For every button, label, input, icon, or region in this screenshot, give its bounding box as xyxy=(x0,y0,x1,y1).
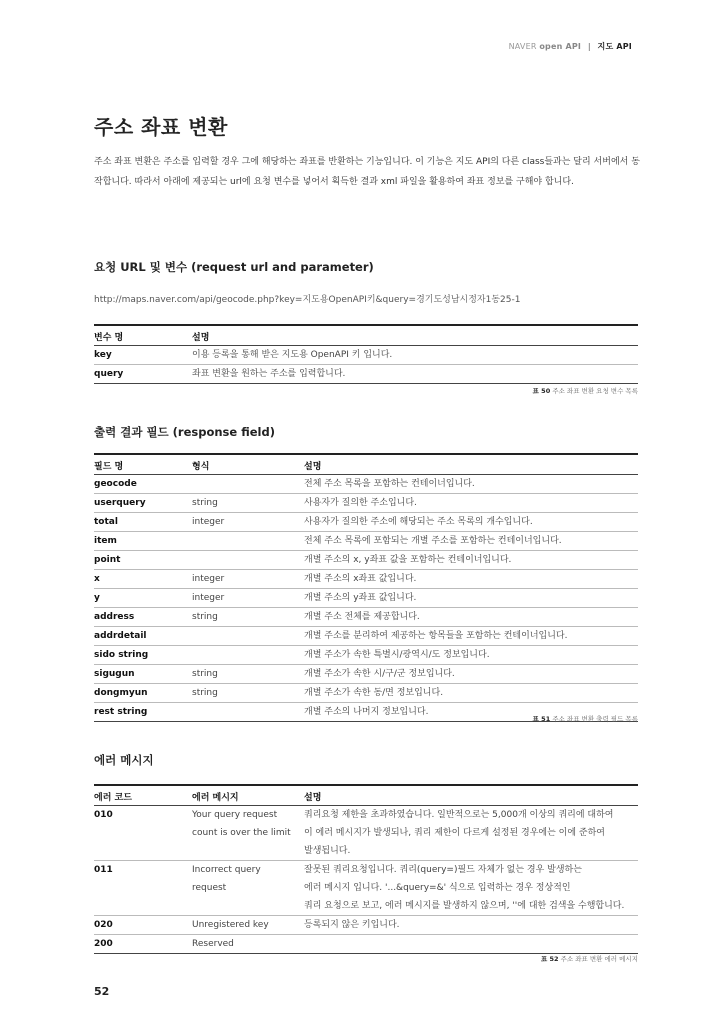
param-name: query xyxy=(94,364,192,383)
field-type xyxy=(192,702,304,721)
table-caption xyxy=(533,386,638,395)
column-header: 에러 메시지 xyxy=(192,785,304,805)
table-row xyxy=(94,493,638,512)
field-type xyxy=(192,474,304,493)
brand-name: NAVER xyxy=(508,42,537,51)
error-message-line: request xyxy=(192,882,227,893)
field-desc: 사용자가 질의한 주소에 해당되는 주소 목록의 개수입니다. xyxy=(304,512,638,531)
field-name: sido string xyxy=(94,645,192,664)
error-desc-line: 에러 메시지 입니다. '...&query=&' 식으로 입력하는 경우 정상적인 xyxy=(304,882,571,893)
param-name: key xyxy=(94,345,192,364)
caption-text: 주소 좌표 변환 출력 필드 목록 xyxy=(552,715,638,723)
table-row xyxy=(94,645,638,664)
response-section-title: 출력 결과 필드 (response field) xyxy=(94,425,275,439)
table-row xyxy=(94,550,638,569)
error-message-line: Incorrect query xyxy=(192,864,261,875)
error-desc-line: 발생됩니다. xyxy=(304,845,351,856)
field-name: geocode xyxy=(94,474,192,493)
field-type: string xyxy=(192,664,304,683)
page-title: 주소 좌표 변환 xyxy=(94,115,228,139)
error-message-line: Your query request xyxy=(192,809,278,820)
field-desc: 개별 주소의 나머지 정보입니다. xyxy=(304,702,638,721)
column-header: 설명 xyxy=(192,325,638,345)
field-desc: 전체 주소 목록을 포함하는 컨테이너입니다. xyxy=(304,474,638,493)
table-header-row xyxy=(94,785,638,805)
table-caption xyxy=(533,714,638,723)
column-header: 변수 명 xyxy=(94,325,192,345)
table-row xyxy=(94,915,638,934)
intro-paragraph: 주소 좌표 변환은 주소를 입력할 경우 그에 해당하는 좌표를 반환하는 기능입니다. 이 기능은 지도 API의 다른 class들과는 달리 서버에서 동작합니다. 따라서 아래에 제공되는 url에 요청 변수를 넣어서 획득한 결과 xml 파일을 활용하여 좌표 정보를 구해야 합니다. xyxy=(94,157,640,187)
error-message xyxy=(192,860,304,915)
error-code: 020 xyxy=(94,915,192,934)
field-name: point xyxy=(94,550,192,569)
error-desc-line: 쿼리 요청으로 보고, 에러 메시지를 발생하지 않으며, ''에 대한 검색을 수행합니다. xyxy=(304,900,625,911)
param-desc: 이용 등록을 통해 받은 지도용 OpenAPI 키 입니다. xyxy=(192,345,638,364)
error-message-line: count is over the limit xyxy=(192,827,291,838)
field-type: integer xyxy=(192,569,304,588)
table-row xyxy=(94,664,638,683)
caption-label: 표 50 xyxy=(532,387,551,395)
field-type xyxy=(192,550,304,569)
field-name: y xyxy=(94,588,192,607)
response-field-table xyxy=(94,453,638,722)
error-code: 200 xyxy=(94,934,192,953)
column-header: 형식 xyxy=(192,454,304,474)
column-header: 필드 명 xyxy=(94,454,192,474)
header-separator: | xyxy=(587,42,591,51)
table-row xyxy=(94,607,638,626)
table-row xyxy=(94,569,638,588)
field-desc: 개별 주소가 속한 특별시/광역시/도 정보입니다. xyxy=(304,645,638,664)
table-row xyxy=(94,626,638,645)
column-header: 설명 xyxy=(304,454,638,474)
field-desc: 개별 주소의 y좌표 값입니다. xyxy=(304,588,638,607)
error-code: 010 xyxy=(94,805,192,860)
column-header: 설명 xyxy=(304,785,638,805)
field-desc: 개별 주소를 분리하여 제공하는 항목들을 포함하는 컨테이너입니다. xyxy=(304,626,638,645)
field-type xyxy=(192,645,304,664)
field-type: string xyxy=(192,607,304,626)
caption-label: 표 51 xyxy=(532,715,551,723)
field-name: item xyxy=(94,531,192,550)
table-caption xyxy=(541,954,638,963)
product-name: open API xyxy=(539,42,582,51)
field-desc: 개별 주소의 x, y좌표 값을 포함하는 컨테이너입니다. xyxy=(304,550,638,569)
request-param-table xyxy=(94,324,638,384)
field-type: integer xyxy=(192,588,304,607)
running-header xyxy=(509,41,632,52)
table-header-row xyxy=(94,325,638,345)
field-type: integer xyxy=(192,512,304,531)
table-row xyxy=(94,512,638,531)
field-name: dongmyun xyxy=(94,683,192,702)
field-desc: 개별 주소가 속한 시/구/군 정보입니다. xyxy=(304,664,638,683)
table-row xyxy=(94,364,638,383)
field-desc: 개별 주소가 속한 동/면 정보입니다. xyxy=(304,683,638,702)
table-row xyxy=(94,860,638,915)
request-section-title: 요청 URL 및 변수 (request url and parameter) xyxy=(94,260,374,274)
error-message: Reserved xyxy=(192,934,304,953)
field-name: userquery xyxy=(94,493,192,512)
field-type: string xyxy=(192,493,304,512)
request-url: http://maps.naver.com/api/geocode.php?key=지도용OpenAPI키&query=경기도성남시정자1동25-1 xyxy=(94,295,521,305)
field-type: string xyxy=(192,683,304,702)
field-type xyxy=(192,531,304,550)
error-message: Unregistered key xyxy=(192,915,304,934)
field-desc: 개별 주소의 x좌표 값입니다. xyxy=(304,569,638,588)
caption-label: 표 52 xyxy=(540,955,559,963)
field-name: x xyxy=(94,569,192,588)
table-row xyxy=(94,683,638,702)
table-row xyxy=(94,474,638,493)
error-desc xyxy=(304,805,638,860)
error-code: 011 xyxy=(94,860,192,915)
error-desc-line: 쿼리요청 제한을 초과하였습니다. 일반적으로는 5,000개 이상의 쿼리에 대하여 xyxy=(304,809,614,820)
table-row xyxy=(94,805,638,860)
error-message-table xyxy=(94,784,638,954)
error-desc xyxy=(304,860,638,915)
field-name: rest string xyxy=(94,702,192,721)
table-header-row xyxy=(94,454,638,474)
field-desc: 개별 주소 전체를 제공합니다. xyxy=(304,607,638,626)
caption-text: 주소 좌표 변환 요청 변수 목록 xyxy=(552,387,638,395)
table-row xyxy=(94,345,638,364)
error-desc-line: 이 에러 메시지가 발생되나, 쿼리 제한이 다르게 설정된 경우에는 이에 준하여 xyxy=(304,827,605,838)
field-desc: 사용자가 질의한 주소입니다. xyxy=(304,493,638,512)
caption-text: 주소 좌표 변환 에러 메시지 xyxy=(560,955,638,963)
field-name: sigugun xyxy=(94,664,192,683)
table-row xyxy=(94,934,638,953)
error-desc-line: 잘못된 쿼리요청입니다. 쿼리(query=)필드 자체가 없는 경우 발생하는 xyxy=(304,864,582,875)
field-type xyxy=(192,626,304,645)
field-desc: 전체 주소 목록에 포함되는 개별 주소를 포함하는 컨테이너입니다. xyxy=(304,531,638,550)
errors-section-title: 에러 메시지 xyxy=(94,753,154,767)
section-name: 지도 API xyxy=(597,42,632,51)
error-desc: 등록되지 않은 키입니다. xyxy=(304,915,638,934)
field-name: total xyxy=(94,512,192,531)
table-row xyxy=(94,531,638,550)
table-row xyxy=(94,588,638,607)
error-desc xyxy=(304,934,638,953)
error-message xyxy=(192,805,304,860)
column-header: 에러 코드 xyxy=(94,785,192,805)
field-name: address xyxy=(94,607,192,626)
field-name: addrdetail xyxy=(94,626,192,645)
page-number: 52 xyxy=(94,985,110,998)
param-desc: 좌표 변환을 원하는 주소를 입력합니다. xyxy=(192,364,638,383)
